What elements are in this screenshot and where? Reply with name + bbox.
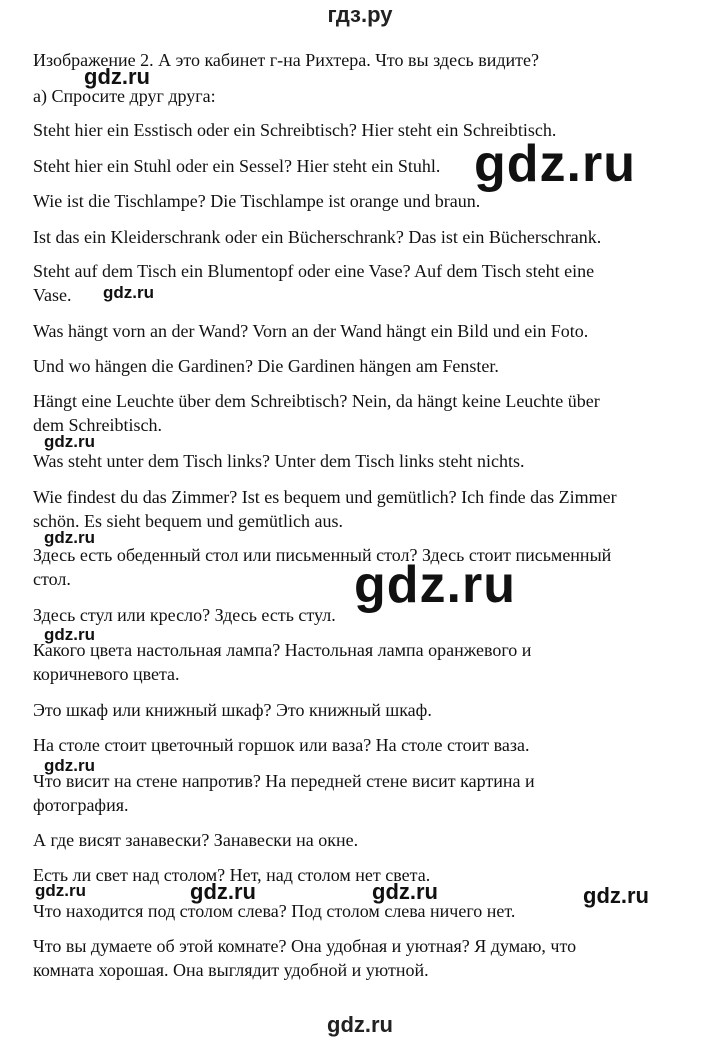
text-line: Что висит на стене напротив? На передней стене висит картина и <box>33 771 535 791</box>
watermark: gdz.ru <box>103 283 154 302</box>
text-line: Steht hier ein Stuhl oder ein Sessel? Hier steht ein Stuhl. <box>33 156 441 176</box>
text-line: Здесь есть обеденный стол или письменный стол? Здесь стоит письменный <box>33 545 612 565</box>
watermark: gdz.ru <box>190 879 256 904</box>
text-line: Есть ли свет над столом? Нет, над столом нет света. <box>33 865 431 885</box>
watermark: gdz.ru <box>583 883 649 908</box>
watermark: gdz.ru <box>44 625 95 644</box>
text-line: Wie findest du das Zimmer? Ist es bequem und gemütlich? Ich finde das Zimmer <box>33 487 617 507</box>
watermark: gdz.ru <box>44 756 95 775</box>
text-line: Was hängt vorn an der Wand? Vorn an der Wand hängt ein Bild und ein Foto. <box>33 321 589 341</box>
text-line: На столе стоит цветочный горшок или ваза? На столе стоит ваза. <box>33 735 530 755</box>
text-line: Что вы думаете об этой комнате? Она удобная и уютная? Я думаю, что <box>33 936 577 956</box>
text-line: Wie ist die Tischlampe? Die Tischlampe ist orange und braun. <box>33 191 481 211</box>
text-line: Изображение 2. А это кабинет г-на Рихтера. Что вы здесь видите? <box>33 50 539 70</box>
watermark: gdz.ru <box>84 64 150 89</box>
watermark: gdz.ru <box>44 432 95 451</box>
text-line: schön. Es sieht bequem und gemütlich aus. <box>33 511 343 531</box>
text-line: dem Schreibtisch. <box>33 415 162 435</box>
watermark: gdz.ru <box>354 556 516 614</box>
text-line: фотография. <box>33 795 129 815</box>
text-line: Und wo hängen die Gardinen? Die Gardinen hängen am Fenster. <box>33 356 499 376</box>
watermark: gdz.ru <box>44 528 95 547</box>
text-line: коричневого цвета. <box>33 664 180 684</box>
watermark: gdz.ru <box>372 879 438 904</box>
site-footer: gdz.ru <box>327 1012 393 1037</box>
text-line: а) Спросите друг друга: <box>33 86 216 106</box>
text-line: Какого цвета настольная лампа? Настольная лампа оранжевого и <box>33 640 532 660</box>
text-line: Steht auf dem Tisch ein Blumentopf oder eine Vase? Auf dem Tisch steht eine <box>33 261 595 281</box>
site-header: гдз.ру <box>327 2 393 27</box>
text-line: Steht hier ein Esstisch oder ein Schreibtisch? Hier steht ein Schreibtisch. <box>33 120 557 140</box>
text-line: Здесь стул или кресло? Здесь есть стул. <box>33 605 336 625</box>
text-line: комната хорошая. Она выглядит удобной и уютной. <box>33 960 429 980</box>
text-line: Vase. <box>33 285 72 305</box>
text-line: Это шкаф или книжный шкаф? Это книжный шкаф. <box>33 700 432 720</box>
text-line: Was steht unter dem Tisch links? Unter dem Tisch links steht nichts. <box>33 451 525 471</box>
watermark: gdz.ru <box>474 135 636 193</box>
text-line: Ist das ein Kleiderschrank oder ein Bücherschrank? Das ist ein Bücherschrank. <box>33 227 602 247</box>
text-line: Hängt eine Leuchte über dem Schreibtisch? Nein, da hängt keine Leuchte über <box>33 391 600 411</box>
text-line: Что находится под столом слева? Под столом слева ничего нет. <box>33 901 516 921</box>
watermark: gdz.ru <box>35 881 86 900</box>
text-line: А где висят занавески? Занавески на окне. <box>33 830 359 850</box>
text-line: стол. <box>33 569 71 589</box>
